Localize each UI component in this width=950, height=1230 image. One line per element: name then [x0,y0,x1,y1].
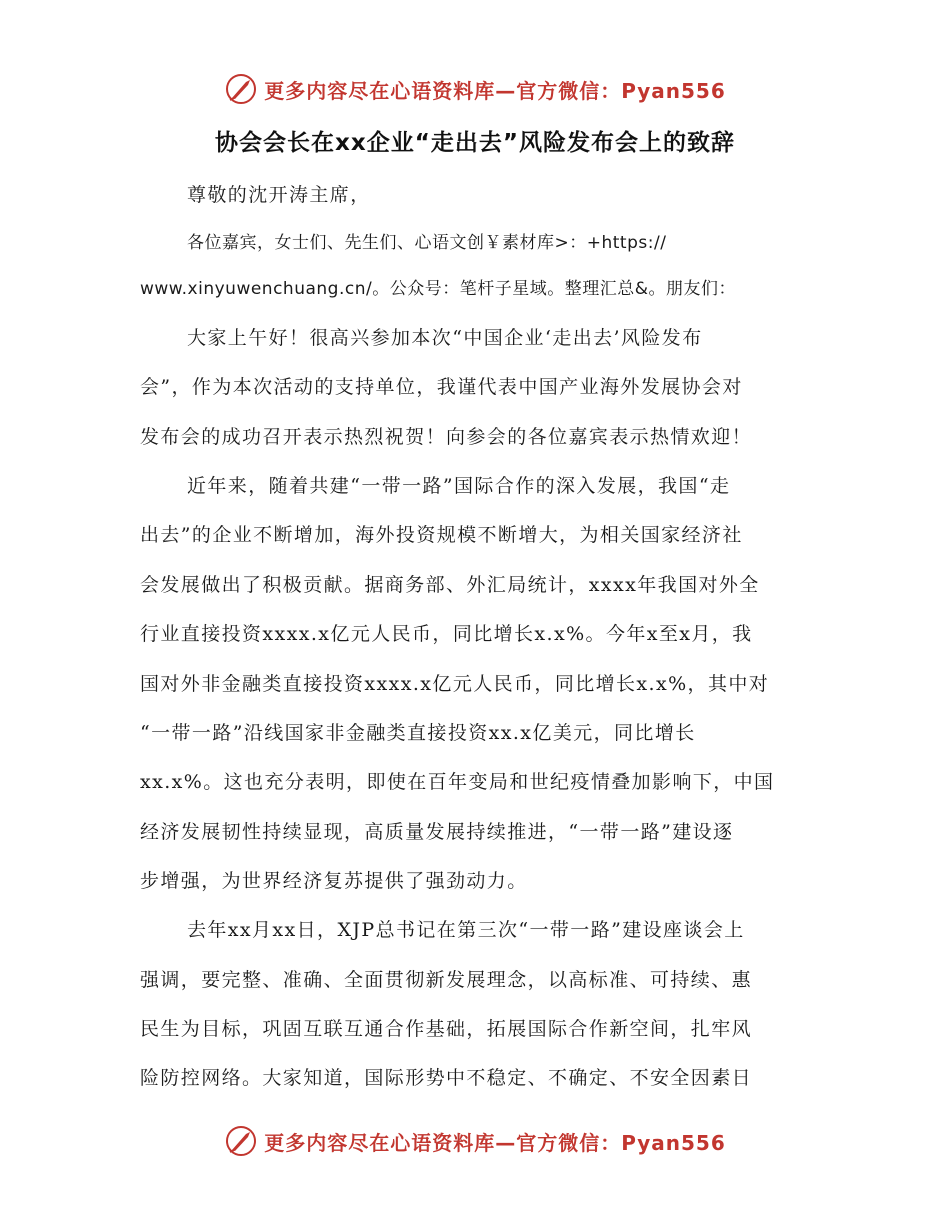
document-title: 协会会长在xx企业“走出去”风险发布会上的致辞 [215,130,735,156]
quill-logo-icon [224,72,258,106]
body-line: 会发展做出了积极贡献。据商务部、外汇局统计，xxxx年我国对外全 [140,574,760,596]
body-line: 去年xx月xx日，XJP总书记在第三次“一带一路”建设座谈会上 [187,919,745,941]
body-line: www.xinyuwenchuang.cn/。公众号：笔杆子星域。整理汇总&。朋友们： [140,279,736,299]
body-line: 强调，要完整、准确、全面贯彻新发展理念，以高标准、可持续、惠 [140,969,753,991]
body-line: 出去”的企业不断增加，海外投资规模不断增大，为相关国家经济社 [140,524,743,546]
header-banner [0,66,950,112]
body-line: 会”，作为本次活动的支持单位，我谨代表中国产业海外发展协会对 [140,376,743,398]
footer-banner [0,1118,950,1164]
body-line: 行业直接投资xxxx.x亿元人民币，同比增长x.x%。今年x至x月，我 [140,623,753,645]
body-line: 各位嘉宾，女士们、先生们、心语文创￥素材库>：+https:// [187,233,667,253]
body-line: 近年来，随着共建“一带一路”国际合作的深入发展，我国“走 [187,475,731,497]
body-line: 尊敬的沈开涛主席， [187,184,371,206]
body-line: “一带一路”沿线国家非金融类直接投资xx.x亿美元，同比增长 [140,722,696,744]
body-line: 大家上午好！很高兴参加本次“中国企业‘走出去’风险发布 [187,327,703,349]
body-line: xx.x%。这也充分表明，即使在百年变局和世纪疫情叠加影响下，中国 [140,771,775,793]
body-line: 民生为目标，巩固互联互通合作基础，拓展国际合作新空间，扎牢风 [140,1018,753,1040]
body-line: 经济发展韧性持续显现，高质量发展持续推进，“一带一路”建设逐 [140,821,734,843]
body-line: 步增强，为世界经济复苏提供了强劲动力。 [140,870,528,892]
banner-text: 更多内容尽在心语资料库—官方微信：Pyan556 [264,78,726,103]
body-line: 发布会的成功召开表示热烈祝贺！向参会的各位嘉宾表示热情欢迎！ [140,426,753,448]
quill-logo-icon [224,1124,258,1158]
body-line: 国对外非金融类直接投资xxxx.x亿元人民币，同比增长x.x%，其中对 [140,673,770,695]
body-line: 险防控网络。大家知道，国际形势中不稳定、不确定、不安全因素日 [140,1067,753,1089]
banner-text: 更多内容尽在心语资料库—官方微信：Pyan556 [264,1130,726,1155]
